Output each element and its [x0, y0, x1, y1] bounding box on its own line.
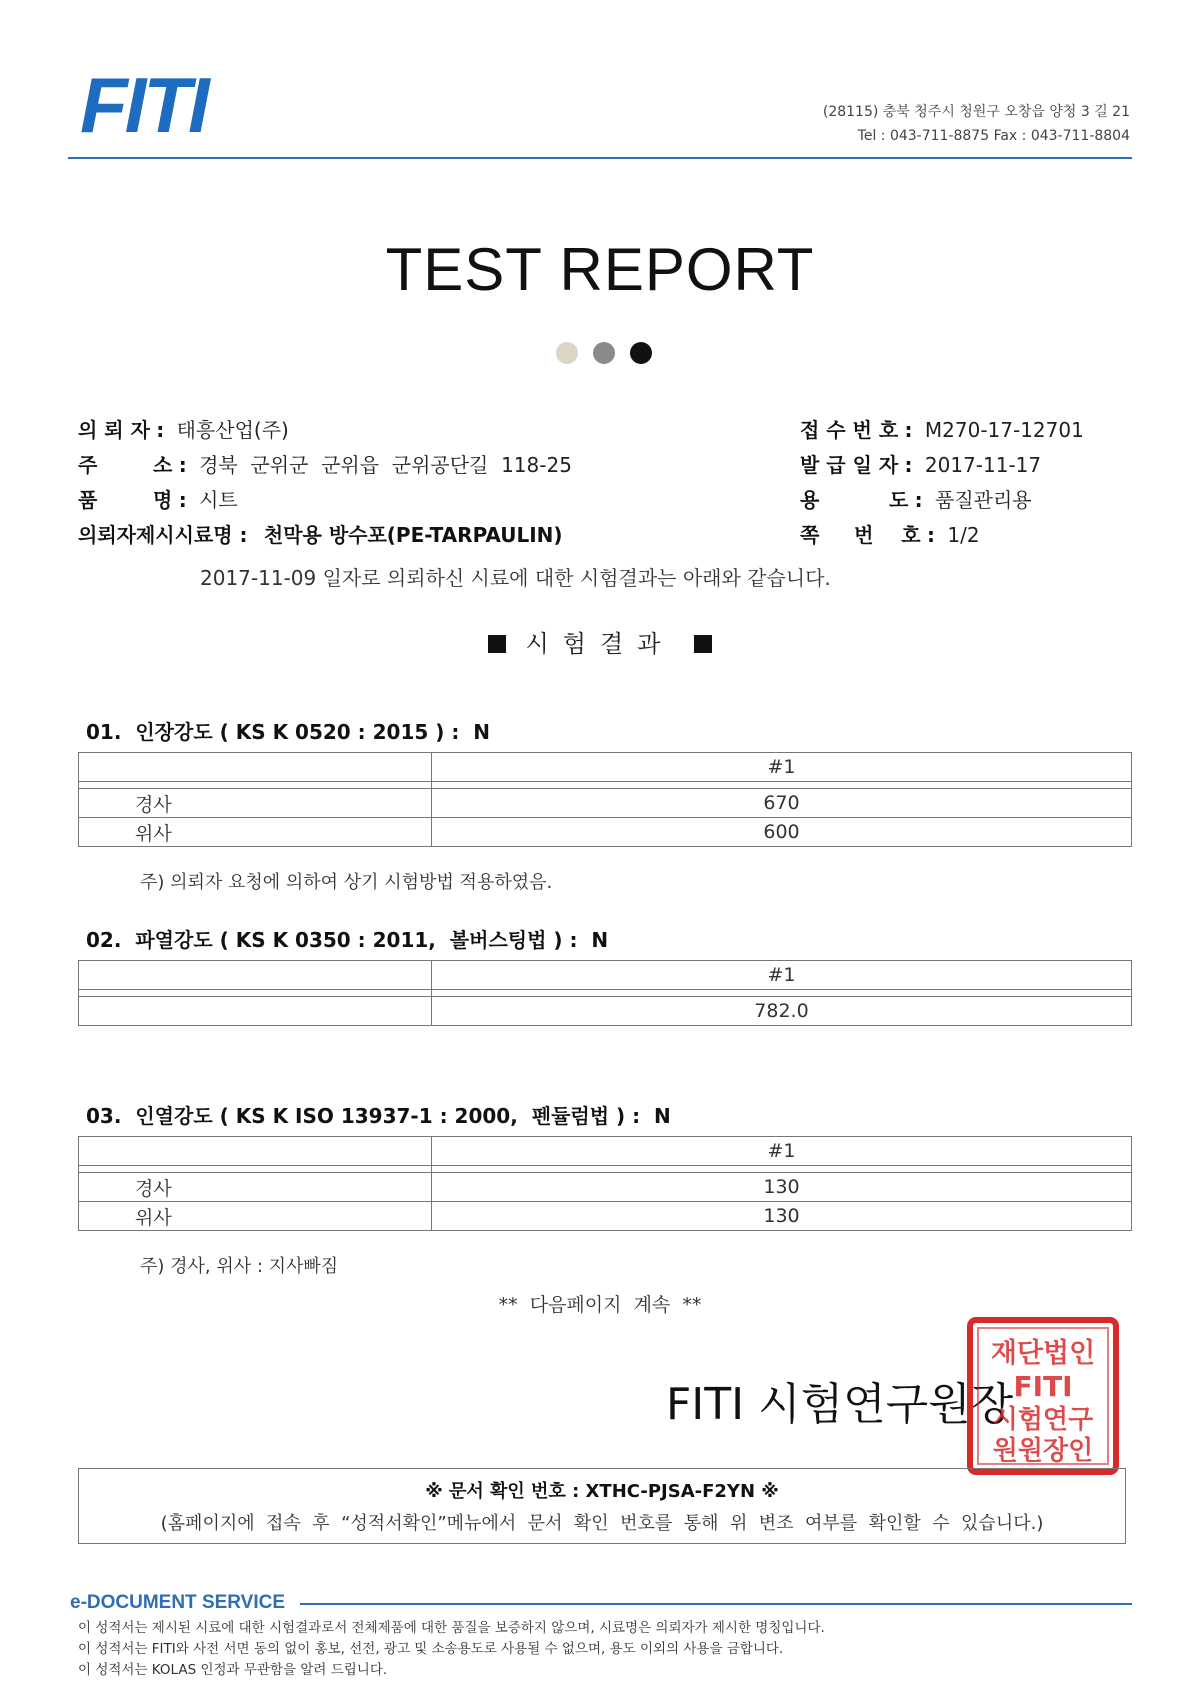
- table-row: [79, 818, 1132, 847]
- signature-text: FITI 시험연구원장: [666, 1379, 1014, 1430]
- table-header-row: [79, 961, 1132, 990]
- seal-line: 시험연구: [992, 1405, 1094, 1435]
- colon: :: [914, 488, 923, 512]
- square-bullet-icon: [488, 635, 506, 653]
- tensile-note: 주) 의뢰자 요청에 의하여 상기 시험방법 적용하였음.: [140, 872, 553, 893]
- client-row: [78, 414, 289, 443]
- report-title: TEST REPORT: [385, 236, 815, 303]
- section-title-tear: 03. 인열강도 ( KS K ISO 13937-1 : 2000, 펜듈럼법 ) : N: [86, 1104, 671, 1128]
- product-row: [78, 484, 238, 513]
- tear-table: [78, 1136, 1132, 1231]
- table-cell: [79, 961, 432, 990]
- dot-black: [630, 342, 652, 364]
- tear-note: 주) 경사, 위사 : 지사빠짐: [140, 1256, 339, 1277]
- verification-box: [78, 1468, 1126, 1544]
- client-value: 태흥산업(주): [176, 418, 289, 442]
- purpose-label: 용 도: [800, 488, 909, 512]
- page-row: [800, 519, 980, 548]
- official-seal: [966, 1316, 1120, 1476]
- address-label: 주 소: [78, 453, 173, 477]
- row-label: 경사: [79, 1173, 432, 1202]
- table-separator: [79, 782, 1132, 789]
- square-bullet-icon: [694, 635, 712, 653]
- column-header: #1: [432, 1137, 1132, 1166]
- sample-value: 천막용 방수포(PE-TARPAULIN): [263, 523, 563, 547]
- results-heading-text: 시험결과: [525, 630, 675, 658]
- fiti-logo: [80, 62, 280, 148]
- receipt-label: 접 수 번 호: [800, 418, 899, 442]
- colon: :: [178, 453, 187, 477]
- issue-label: 발 급 일 자: [800, 453, 899, 477]
- disclaimer-line: 이 성적서는 FITI와 사전 서면 동의 없이 홍보, 선전, 광고 및 소송용도로 사용될 수 없으며, 용도 이외의 사용을 금합니다.: [78, 1641, 784, 1657]
- column-header: #1: [432, 753, 1132, 782]
- table-cell: [79, 1137, 432, 1166]
- page-label: 쪽 번 호: [800, 523, 921, 547]
- company-address: [823, 100, 1130, 148]
- receipt-value: M270-17-12701: [924, 418, 1084, 442]
- bursting-table: [78, 960, 1132, 1026]
- row-label: [79, 997, 432, 1026]
- issue-row: [800, 449, 1041, 478]
- purpose-row: [800, 484, 1032, 513]
- table-row: [79, 1173, 1132, 1202]
- verification-code: ※ 문서 확인 번호 : XTHC-PJSA-F2YN ※: [425, 1481, 779, 1502]
- disclaimer-line: 이 성적서는 제시된 시료에 대한 시험결과로서 전체제품에 대한 품질을 보증하지 않으며, 시료명은 의뢰자가 제시한 명칭입니다.: [78, 1620, 825, 1636]
- purpose-value: 품질관리용: [935, 488, 1032, 512]
- client-label: 의 뢰 자: [78, 418, 150, 442]
- seal-line: 원원장인: [992, 1436, 1094, 1466]
- table-header-row: [79, 753, 1132, 782]
- product-label: 품 명: [78, 488, 173, 512]
- address-row: [78, 449, 572, 478]
- receipt-row: [800, 414, 1084, 443]
- table-separator: [79, 990, 1132, 997]
- table-row: [79, 789, 1132, 818]
- table-row: [79, 997, 1132, 1026]
- intro-text: 2017-11-09 일자로 의뢰하신 시료에 대한 시험결과는 아래와 같습니다.: [200, 566, 831, 590]
- row-value: 130: [432, 1173, 1132, 1202]
- table-row: [79, 1202, 1132, 1231]
- logo-text: FITI: [80, 62, 207, 148]
- dot-gray: [593, 342, 615, 364]
- verification-instruction: (홈페이지에 접속 후 “성적서확인”메뉴에서 문서 확인 번호를 통해 위 변조 여부를 확인할 수 있습니다.): [160, 1513, 1044, 1534]
- row-label: 경사: [79, 789, 432, 818]
- contact-line: Tel : 043-711-8875 Fax : 043-711-8804: [857, 128, 1130, 144]
- tensile-table: [78, 752, 1132, 847]
- section-title-tensile: 01. 인장강도 ( KS K 0520 : 2015 ) : N: [86, 720, 491, 744]
- row-value: 600: [432, 818, 1132, 847]
- table-cell: [79, 753, 432, 782]
- continued-text: ** 다음페이지 계속 **: [498, 1294, 702, 1316]
- sample-label: 의뢰자제시시료명 :: [78, 523, 248, 547]
- seal-line: FITI: [1013, 1370, 1073, 1403]
- section-title-bursting: 02. 파열강도 ( KS K 0350 : 2011, 볼버스팅법 ) : N: [86, 928, 609, 952]
- colon: :: [156, 418, 165, 442]
- column-header: #1: [432, 961, 1132, 990]
- colon: :: [178, 488, 187, 512]
- row-value: 670: [432, 789, 1132, 818]
- edocument-service-label: e-DOCUMENT SERVICE: [70, 1592, 286, 1613]
- row-label: 위사: [79, 1202, 432, 1231]
- address-line: (28115) 충북 청주시 청원구 오창읍 양청 3 길 21: [822, 104, 1130, 120]
- seal-line: 재단법인: [990, 1338, 1096, 1369]
- disclaimer-line: 이 성적서는 KOLAS 인정과 무관함을 알려 드립니다.: [78, 1662, 388, 1678]
- table-separator: [79, 1166, 1132, 1173]
- colon: :: [927, 523, 935, 547]
- header-rule: [68, 157, 1132, 159]
- results-heading: [0, 624, 1200, 659]
- address-value: 경북 군위군 군위읍 군위공단길 118-25: [199, 453, 572, 477]
- row-value: 782.0: [432, 997, 1132, 1026]
- colon: :: [904, 453, 913, 477]
- page-value: 1/2: [947, 523, 980, 547]
- issue-value: 2017-11-17: [924, 453, 1042, 477]
- row-label: 위사: [79, 818, 432, 847]
- colon: :: [904, 418, 913, 442]
- sample-row: [78, 519, 563, 548]
- footer-rule: [300, 1603, 1132, 1605]
- row-value: 130: [432, 1202, 1132, 1231]
- dot-beige: [556, 342, 578, 364]
- table-header-row: [79, 1137, 1132, 1166]
- product-value: 시트: [199, 488, 238, 512]
